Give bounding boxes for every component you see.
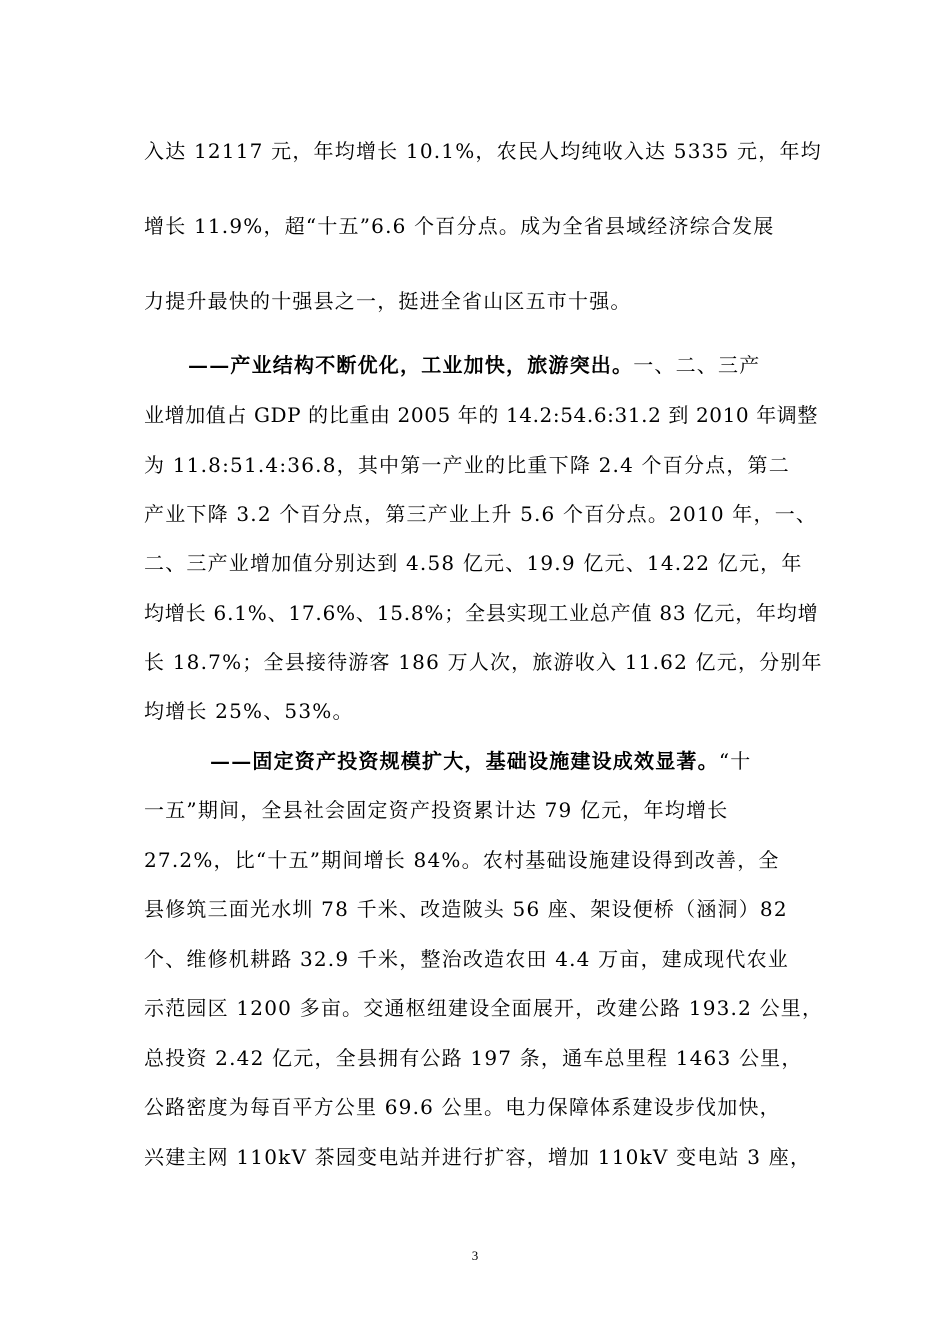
text-line: 为 11.8:51.4:36.8，其中第一产业的比重下降 2.4 个百分点，第二 [144,453,790,477]
section-heading-line: ——固定资产投资规模扩大，基础设施建设成效显著。“十 [210,749,752,773]
text-line: 27.2%，比“十五”期间增长 84%。农村基础设施建设得到改善，全 [144,848,780,872]
text-line: 产业下降 3.2 个百分点，第三产业上升 5.6 个百分点。2010 年，一、 [144,502,818,526]
section-heading: ——产业结构不断优化，工业加快，旅游突出。 [188,353,634,377]
section-heading-line: ——产业结构不断优化，工业加快，旅游突出。一、二、三产 [188,353,761,377]
text-line: 县修筑三面光水圳 78 千米、改造陂头 56 座、架设便桥（涵洞）82 [144,897,788,921]
text-line: 公路密度为每百平方公里 69.6 公里。电力保障体系建设步伐加快， [144,1095,781,1119]
page-number: 3 [471,1248,479,1263]
text-line: 二、三产业增加值分别达到 4.58 亿元、19.9 亿元、14.22 亿元，年 [144,551,803,575]
text-line: 业增加值占 GDP 的比重由 2005 年的 14.2:54.6:31.2 到 2010 年调整 [144,403,818,427]
text-line: 增长 11.9%，超“十五”6.6 个百分点。成为全省县域经济综合发展 [144,214,775,238]
section-heading: ——固定资产投资规模扩大，基础设施建设成效显著。 [210,749,719,773]
text-line: 均增长 6.1%、17.6%、15.8%；全县实现工业总产值 83 亿元，年均增 [144,601,819,625]
text-line: 个、维修机耕路 32.9 千米，整治改造农田 4.4 万亩，建成现代农业 [144,947,789,971]
text-line: 力提升最快的十强县之一，挺进全省山区五市十强。 [144,289,632,313]
text-line: 兴建主网 110kV 茶园变电站并进行扩容，增加 110kV 变电站 3 座， [144,1145,812,1169]
text-line: 示范园区 1200 多亩。交通枢纽建设全面展开，改建公路 193.2 公里， [144,996,824,1020]
text-line: 总投资 2.42 亿元，全县拥有公路 197 条，通车总里程 1463 公里， [144,1046,803,1070]
text-line: 长 18.7%；全县接待游客 186 万人次，旅游收入 11.62 亿元，分别年 [144,650,823,674]
text-line: 一五”期间，全县社会固定资产投资累计达 79 亿元，年均增长 [144,798,729,822]
text-line: 均增长 25%、53%。 [144,699,354,723]
text-line: 入达 12117 元，年均增长 10.1%，农民人均纯收入达 5335 元，年均 [144,139,822,163]
